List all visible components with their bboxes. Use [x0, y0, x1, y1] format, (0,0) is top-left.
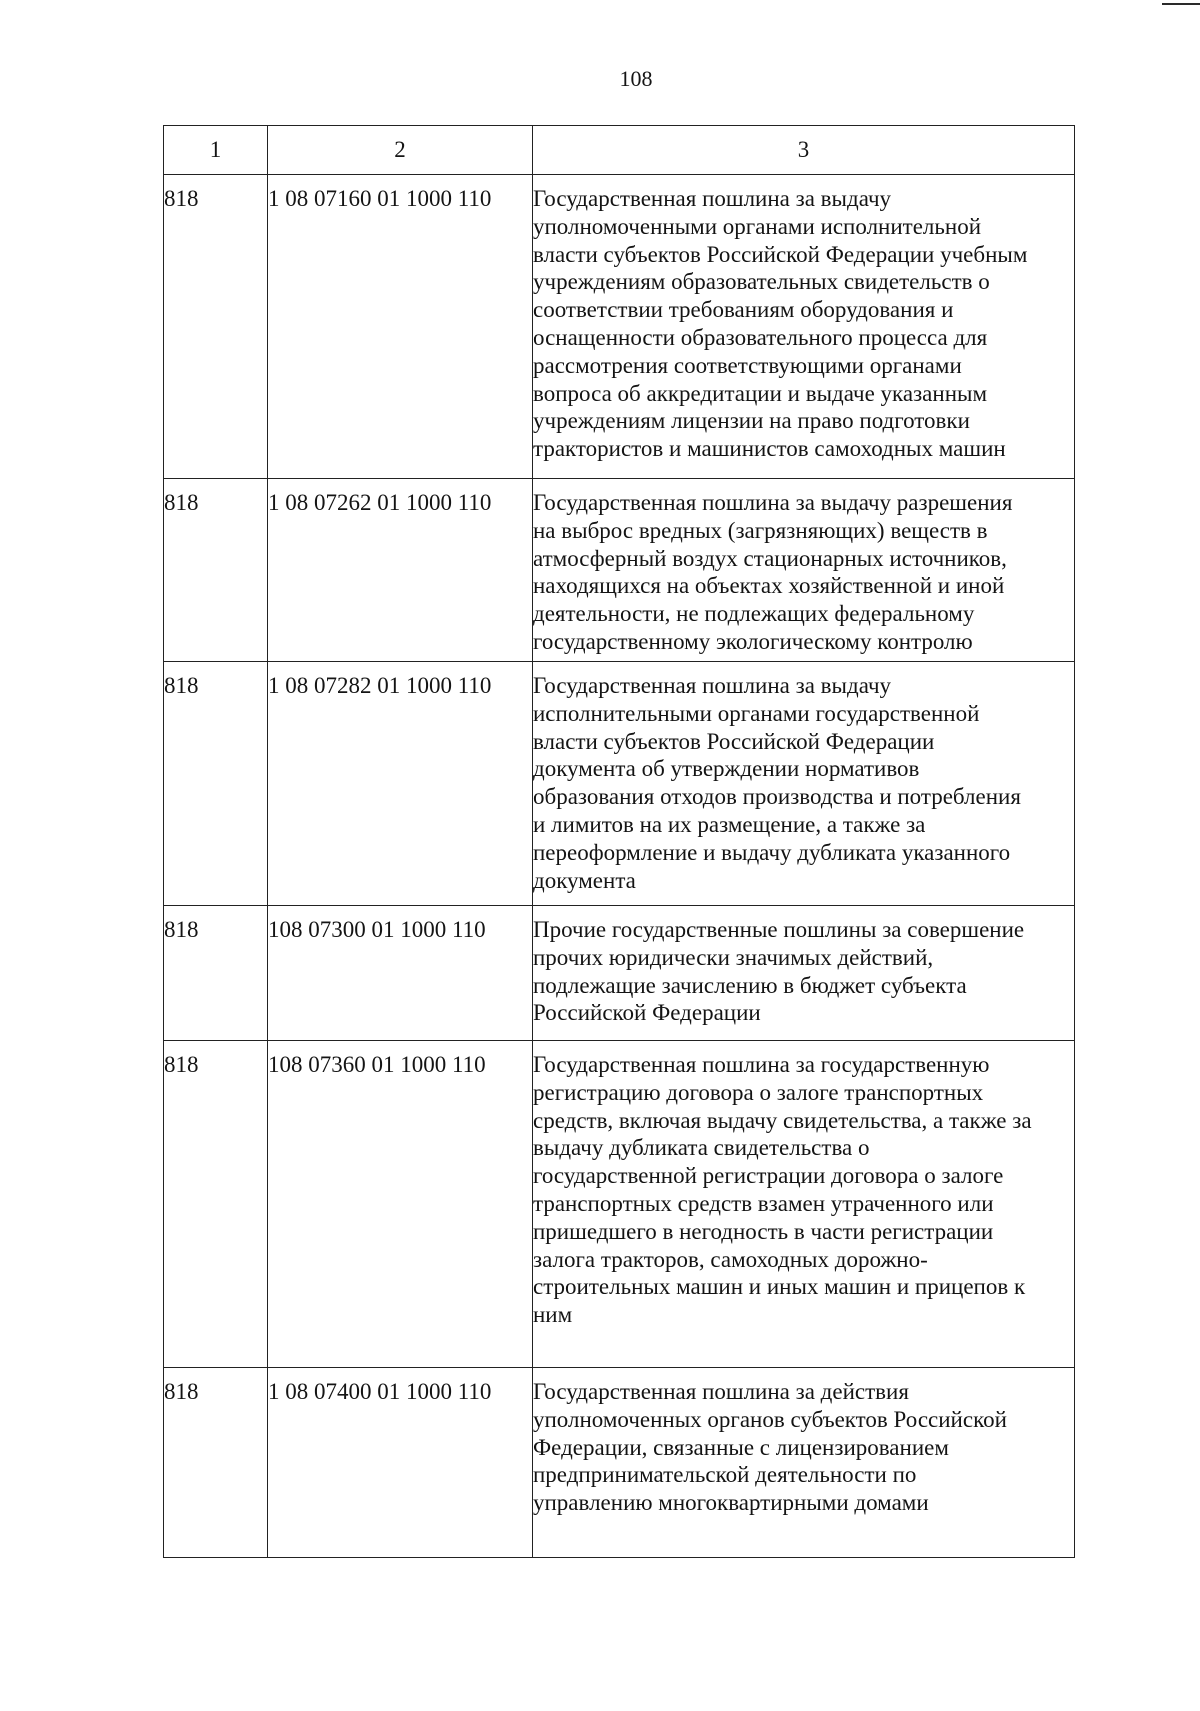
- description-line: залога тракторов, самоходных дорожно-: [533, 1246, 928, 1272]
- description-line: Прочие государственные пошлины за совершение: [533, 917, 1025, 942]
- description-line: выдачу дубликата свидетельства о: [533, 1135, 870, 1161]
- header-row: [164, 126, 1075, 175]
- description-line: власти субъектов Российской Федерации: [533, 728, 935, 754]
- description-cell: [533, 479, 1075, 662]
- header-cell-col2: 2: [268, 126, 533, 175]
- description-cell: [533, 1041, 1075, 1368]
- description-line: трактористов и машинистов самоходных машин: [533, 436, 1006, 462]
- table-header: [164, 126, 1075, 175]
- description-line: учреждениям образовательных свидетельств о: [533, 269, 990, 295]
- description-line: атмосферный воздух стационарных источников,: [533, 545, 1007, 571]
- description-line: уполномоченными органами исполнительной: [533, 213, 982, 239]
- budget-code-cell: 1 08 07160 01 1000 110: [268, 175, 533, 479]
- budget-code-cell: 108 07300 01 1000 110: [268, 906, 533, 1041]
- description-cell: [533, 1368, 1075, 1558]
- description-line: Государственная пошлина за государственную: [533, 1052, 990, 1077]
- description-line: средств, включая выдачу свидетельства, а также за: [533, 1107, 1032, 1133]
- description-line: образования отходов производства и потребления: [533, 784, 1021, 810]
- admin-code-cell: 818: [164, 175, 268, 479]
- admin-code-cell: 818: [164, 662, 268, 906]
- description-line: Государственная пошлина за выдачу: [533, 673, 892, 698]
- description-cell: [533, 662, 1075, 906]
- description-line: находящихся на объектах хозяйственной и иной: [533, 573, 1005, 599]
- description-line: Федерации, связанные с лицензированием: [533, 1434, 949, 1460]
- description-line: на выброс вредных (загрязняющих) веществ в: [533, 517, 988, 543]
- description-line: Государственная пошлина за выдачу разрешения: [533, 490, 1013, 515]
- page-number: 108: [619, 66, 653, 91]
- description-line: пришедшего в негодность в части регистрации: [533, 1218, 994, 1244]
- description-line: транспортных средств взамен утраченного или: [533, 1190, 994, 1216]
- description-line: подлежащие зачислению в бюджет субъекта: [533, 972, 967, 998]
- description-line: строительных машин и иных машин и прицепов к: [533, 1274, 1026, 1300]
- description-line: соответствии требованиям оборудования и: [533, 297, 954, 323]
- budget-code-cell: 1 08 07262 01 1000 110: [268, 479, 533, 662]
- description-line: государственной регистрации договора о залоге: [533, 1163, 1004, 1189]
- admin-code-cell: 818: [164, 1041, 268, 1368]
- header-cell-col3: 3: [533, 126, 1075, 175]
- description-line: Государственная пошлина за действия: [533, 1379, 909, 1404]
- description-line: регистрацию договора о залоге транспортных: [533, 1079, 984, 1105]
- table-row: [164, 175, 1075, 479]
- description-line: вопроса об аккредитации и выдаче указанным: [533, 380, 988, 406]
- description-line: и лимитов на их размещение, а также за: [533, 811, 926, 837]
- description-cell: [533, 906, 1075, 1041]
- description-line: власти субъектов Российской Федерации учебным: [533, 241, 1028, 267]
- table-body: [164, 175, 1075, 1558]
- admin-code-cell: 818: [164, 906, 268, 1041]
- budget-code-cell: 1 08 07282 01 1000 110: [268, 662, 533, 906]
- budget-codes-table: [163, 125, 1075, 1558]
- description-line: прочих юридически значимых действий,: [533, 944, 934, 970]
- table-row: [164, 662, 1075, 906]
- description-line: оснащенности образовательного процесса для: [533, 324, 988, 350]
- description-cell: [533, 175, 1075, 479]
- description-line: Государственная пошлина за выдачу: [533, 186, 892, 211]
- description-line: учреждениям лицензии на право подготовки: [533, 408, 970, 434]
- description-line: рассмотрения соответствующими органами: [533, 352, 962, 378]
- description-line: предпринимательской деятельности по: [533, 1462, 917, 1488]
- budget-code-cell: 108 07360 01 1000 110: [268, 1041, 533, 1368]
- admin-code-cell: 818: [164, 479, 268, 662]
- table-row: [164, 1041, 1075, 1368]
- description-line: документа об утверждении нормативов: [533, 756, 920, 782]
- description-line: ним: [533, 1302, 573, 1328]
- description-line: Российской Федерации: [533, 1000, 761, 1026]
- description-line: исполнительными органами государственной: [533, 700, 980, 726]
- description-line: уполномоченных органов субъектов Российской: [533, 1406, 1007, 1432]
- table-row: [164, 479, 1075, 662]
- budget-code-cell: 1 08 07400 01 1000 110: [268, 1368, 533, 1558]
- description-line: переоформление и выдачу дубликата указанного: [533, 839, 1011, 865]
- table-row: [164, 1368, 1075, 1558]
- header-cell-col1: 1: [164, 126, 268, 175]
- description-line: управлению многоквартирными домами: [533, 1490, 929, 1516]
- scan-edge-mark: [1162, 3, 1200, 5]
- table-row: [164, 906, 1075, 1041]
- description-line: государственному экологическому контролю: [533, 628, 973, 654]
- description-line: деятельности, не подлежащих федеральному: [533, 601, 975, 627]
- description-line: документа: [533, 867, 636, 893]
- admin-code-cell: 818: [164, 1368, 268, 1558]
